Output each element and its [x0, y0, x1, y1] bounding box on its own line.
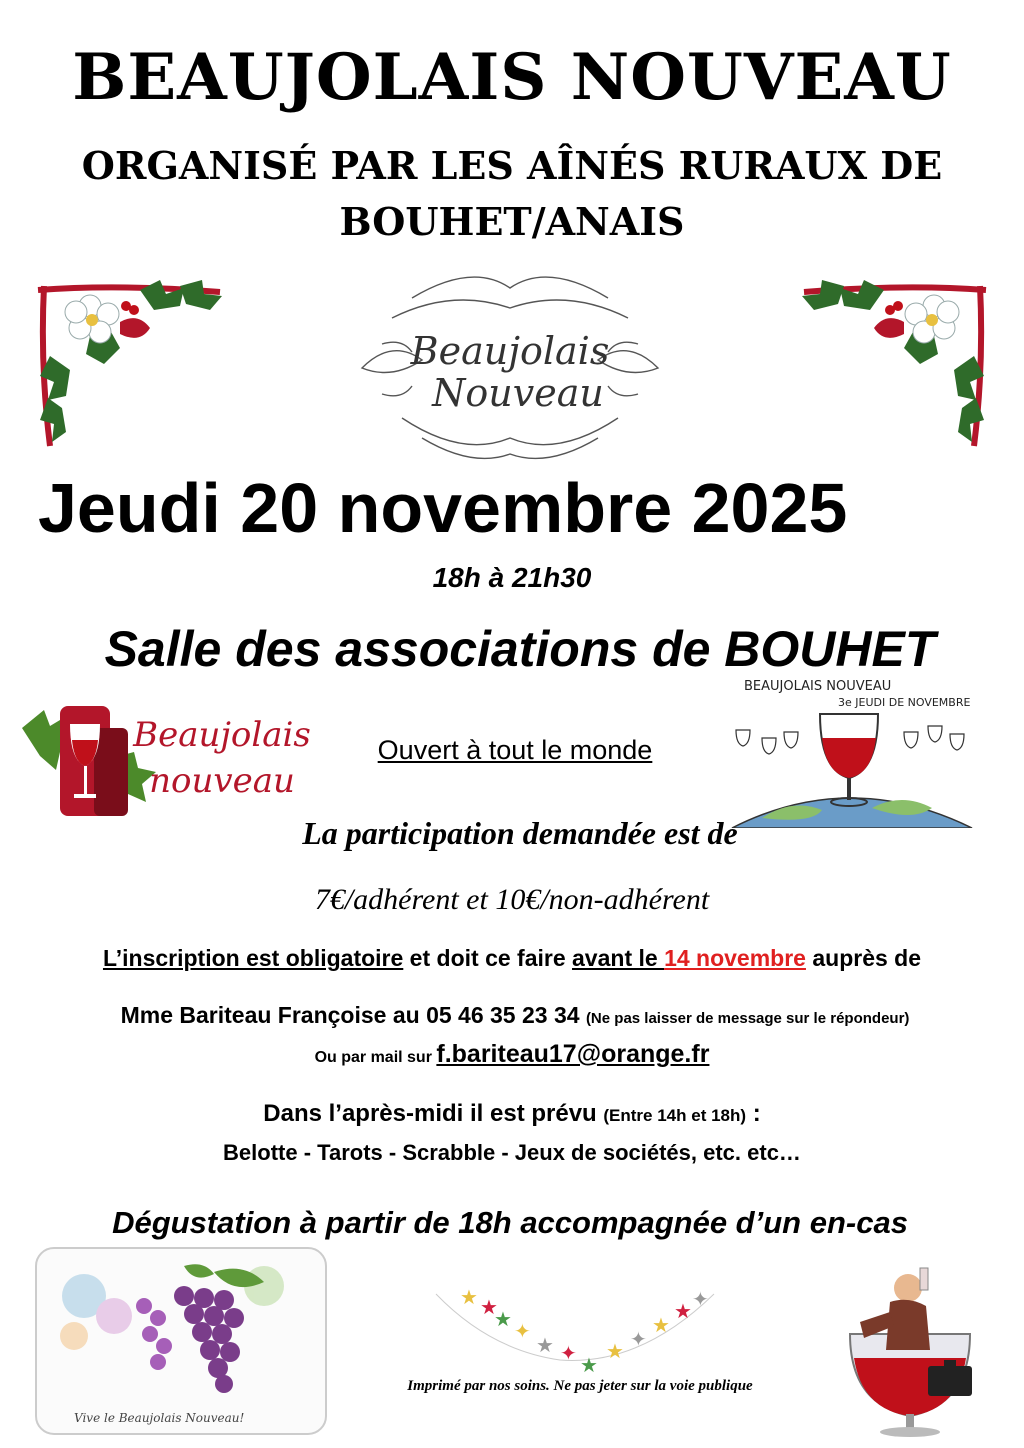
- ornament-word-1: Beaujolais: [410, 329, 610, 373]
- open-to-all-text: Ouvert à tout le monde: [377, 735, 653, 765]
- svg-text:✦: ✦: [514, 1319, 531, 1343]
- participation-line-1: La participation demandée est de: [302, 815, 738, 851]
- svg-text:★: ★: [606, 1339, 624, 1363]
- cartoon-caption-1: BEAUJOLAIS NOUVEAU: [744, 679, 892, 694]
- mail-prefix: Ou par mail sur: [314, 1049, 437, 1066]
- event-venue: Salle des associations de BOUHET: [104, 621, 936, 677]
- mail-address-link[interactable]: f.bariteau17@orange.fr: [436, 1040, 710, 1068]
- grapes-caption: Vive le Beaujolais Nouveau!: [74, 1411, 245, 1425]
- inscription-end: auprès de: [805, 945, 922, 971]
- man-in-wine-glass-image: [820, 1254, 990, 1438]
- svg-text:★: ★: [580, 1353, 598, 1376]
- organizer-subtitle: ORGANISÉ PAR LES AÎNÉS RURAUX DE BOUHET/ANAIS: [81, 143, 943, 244]
- cartoon-caption-2: 3e JEUDI DE NOVEMBRE: [838, 696, 971, 709]
- svg-text:★: ★: [480, 1295, 498, 1319]
- star-garland-decoration: [430, 1280, 720, 1376]
- tasting-line: Dégustation à partir de 18h accompagnée d’un en-cas: [112, 1205, 908, 1240]
- contact-note: (Ne pas laisser de message sur le répondeur): [585, 1010, 910, 1027]
- inscription-deadline: 14 novembre: [664, 945, 806, 971]
- wine-logo-word-1: Beaujolais: [133, 715, 311, 755]
- afternoon-note: (Entre 14h et 18h): [603, 1106, 747, 1125]
- contact-mail-line: [0, 1040, 1024, 1069]
- inscription-middle: et doit ce faire: [403, 945, 573, 971]
- event-date: Jeudi 20 novembre 2025: [38, 469, 848, 547]
- games-list: Belotte - Tarots - Scrabble - Jeux de sociétés, etc. etc…: [223, 1140, 801, 1165]
- inscription-before: avant le: [572, 945, 665, 971]
- svg-text:★: ★: [494, 1307, 512, 1331]
- svg-text:✦: ✦: [560, 1341, 577, 1365]
- holly-corner-left-image: [30, 276, 230, 452]
- contact-main: Mme Bariteau Françoise au 05 46 35 23 34: [120, 1002, 580, 1028]
- svg-text:★: ★: [536, 1333, 554, 1357]
- grapes-watercolor-image: [34, 1246, 328, 1436]
- poster-title: BEAUJOLAIS NOUVEAU: [72, 40, 952, 115]
- afternoon-suffix: :: [746, 1100, 761, 1127]
- footer-notice: Imprimé par nos soins. Ne pas jeter sur la voie publique: [407, 1378, 753, 1394]
- wine-logo-word-2: nouveau: [149, 761, 295, 801]
- inscription-notice: [0, 945, 1024, 972]
- beaujolais-nouveau-wine-logo: [12, 688, 312, 834]
- participation-line-2: 7€/adhérent et 10€/non-adhérent: [314, 883, 710, 916]
- afternoon-line: [0, 1100, 1024, 1128]
- svg-text:★: ★: [460, 1285, 478, 1309]
- svg-text:★: ★: [652, 1313, 670, 1337]
- toasting-globe-cartoon: [722, 668, 978, 828]
- event-hours: 18h à 21h30: [432, 562, 592, 593]
- beaujolais-ornament-logo: [352, 268, 668, 468]
- svg-text:★: ★: [674, 1299, 692, 1323]
- inscription-mandatory: L’inscription est obligatoire: [102, 945, 404, 971]
- ornament-word-2: Nouveau: [432, 371, 604, 415]
- svg-text:✦: ✦: [692, 1287, 709, 1311]
- svg-text:✦: ✦: [630, 1327, 647, 1351]
- contact-phone-line: [40, 1002, 990, 1029]
- afternoon-main: Dans l’après-midi il est prévu: [263, 1100, 597, 1127]
- holly-corner-right-image: [794, 276, 994, 452]
